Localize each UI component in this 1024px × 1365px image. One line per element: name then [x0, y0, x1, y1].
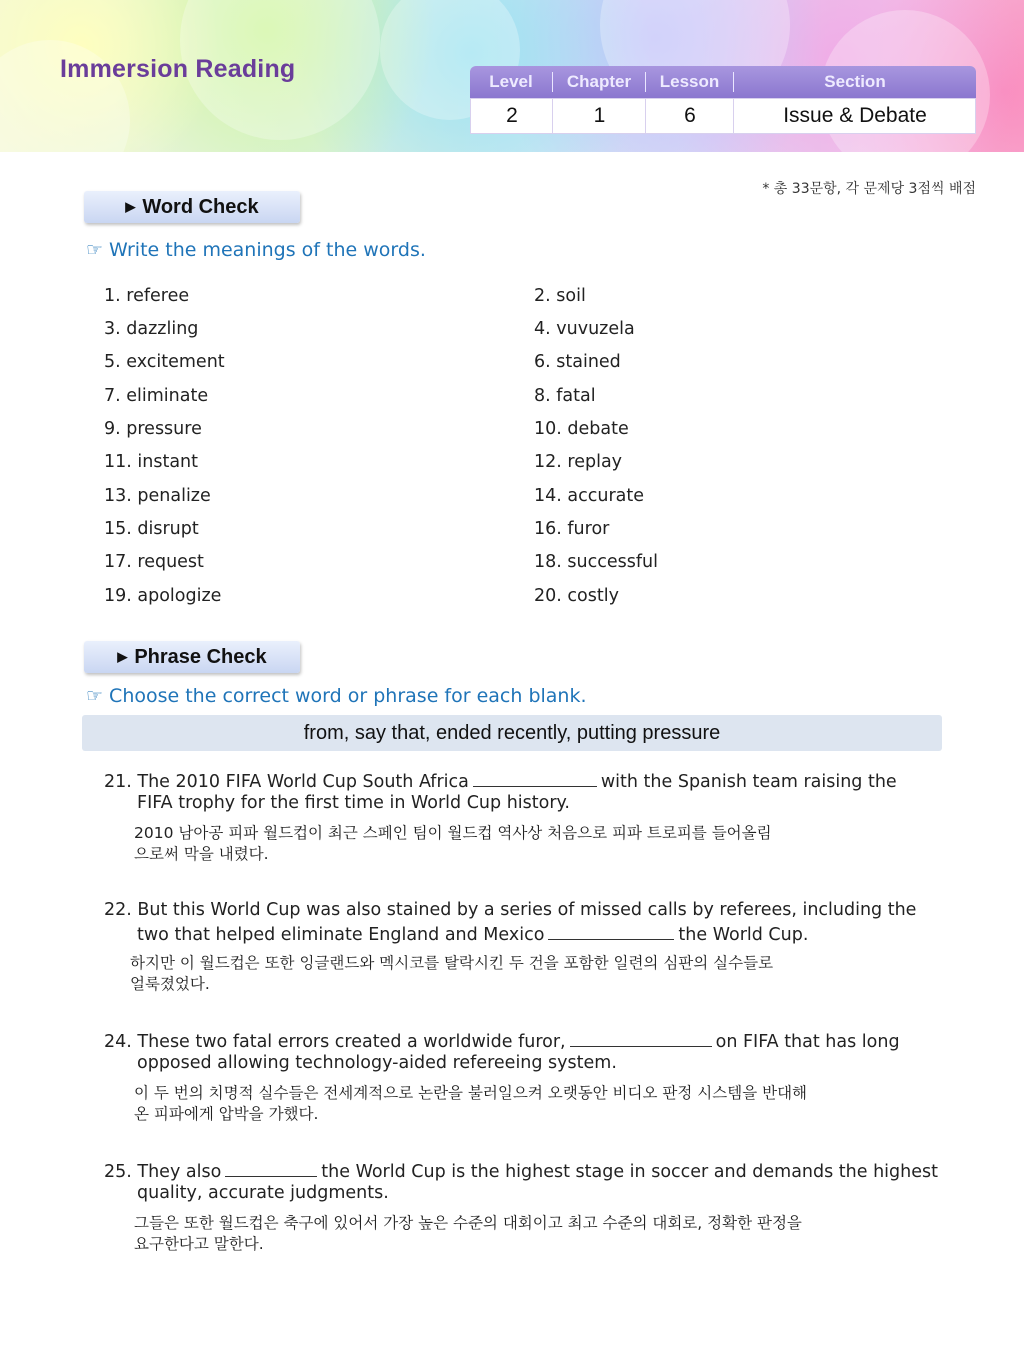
answer-blank[interactable] — [225, 1160, 317, 1177]
korean-translation-24 — [134, 1083, 807, 1125]
pointing-hand-icon: ☞ — [86, 685, 104, 707]
word-item: 9. pressure — [104, 419, 202, 439]
question-line — [104, 770, 897, 792]
question-text: with the Spanish team raising the — [600, 772, 897, 792]
pointing-hand-icon: ☞ — [86, 239, 104, 261]
phrase-check-heading — [84, 641, 300, 673]
word-item: 15. disrupt — [104, 519, 199, 539]
question-line-2: FIFA trophy for the first time in World Cup history. — [137, 793, 570, 813]
translation-line: 하지만 이 월드컵은 또한 잉글랜드와 멕시코를 탈락시킨 두 건을 포함한 일련의 심판의 실수들로 — [130, 954, 774, 972]
translation-line: 으로써 막을 내렸다. — [134, 845, 269, 863]
word-item: 12. replay — [534, 452, 623, 472]
translation-line: 2010 남아공 피파 월드컵이 최근 스페인 팀이 월드컵 역사상 처음으로 피파 트로피를 들어올림 — [134, 824, 772, 842]
word-item: 1. referee — [104, 286, 190, 306]
answer-blank[interactable] — [473, 770, 597, 787]
word-item: 13. penalize — [104, 486, 211, 506]
word-item: 7. eliminate — [104, 386, 209, 406]
word-item: 3. dazzling — [104, 319, 199, 339]
chapter-header: Chapter — [566, 72, 632, 91]
scoring-note: * 총 33문항, 각 문제당 3점씩 배점 — [762, 181, 976, 197]
word-item: 2. soil — [534, 286, 586, 306]
korean-translation-25 — [134, 1213, 802, 1255]
question-line-2: quality, accurate judgments. — [137, 1183, 389, 1203]
word-item: 8. fatal — [534, 386, 596, 406]
word-item: 18. successful — [534, 552, 658, 572]
translation-line: 얼룩졌었다. — [130, 975, 210, 993]
section-value: Issue & Debate — [783, 104, 927, 127]
question-text: two that helped eliminate England and Mexico — [137, 925, 545, 945]
question-text: 25. They also — [104, 1162, 222, 1182]
lesson-info-table — [470, 66, 976, 134]
question-text: the World Cup is the highest stage in soccer and demands the highest — [321, 1162, 938, 1182]
korean-translation-22 — [130, 953, 773, 995]
lesson-info-values — [470, 98, 976, 134]
question-text: on FIFA that has long — [715, 1032, 900, 1052]
question-line — [104, 1030, 900, 1052]
question-text: the World Cup. — [678, 925, 809, 945]
level-header: Level — [489, 72, 533, 91]
phrase-check-title: Phrase Check — [134, 645, 267, 668]
word-item: 11. instant — [104, 452, 199, 472]
triangle-right-icon: ▶ — [117, 649, 128, 664]
word-check-instruction — [86, 239, 426, 261]
word-item: 10. debate — [534, 419, 629, 439]
korean-translation-21 — [134, 823, 772, 865]
lesson-header: Lesson — [659, 72, 720, 91]
question-line-2: opposed allowing technology-aided refereeing system. — [137, 1053, 617, 1073]
word-item: 6. stained — [534, 352, 621, 372]
question-line: 22. But this World Cup was also stained by a series of missed calls by referees, including the — [104, 900, 917, 920]
lesson-info-header — [470, 66, 976, 98]
word-check-title: Word Check — [142, 195, 259, 218]
level-value: 2 — [506, 104, 518, 127]
word-item: 19. apologize — [104, 586, 222, 606]
word-item: 14. accurate — [534, 486, 644, 506]
word-check-heading — [84, 191, 300, 223]
question-line — [104, 1160, 938, 1182]
word-item: 20. costly — [534, 586, 619, 606]
phrase-check-instruction — [86, 685, 587, 707]
word-item: 17. request — [104, 552, 204, 572]
header-banner — [0, 0, 1024, 152]
word-check-instruction-text: Write the meanings of the words. — [109, 239, 426, 261]
question-text: 21. The 2010 FIFA World Cup South Africa — [104, 772, 469, 792]
word-bank: from, say that, ended recently, putting pressure — [82, 715, 942, 751]
answer-blank[interactable] — [570, 1030, 712, 1047]
triangle-right-icon: ▶ — [125, 199, 136, 214]
answer-blank[interactable] — [548, 923, 674, 940]
translation-line: 이 두 번의 치명적 실수들은 전세계적으로 논란을 불러일으켜 오랫동안 비디오 판정 시스템을 반대해 — [134, 1084, 808, 1102]
lesson-value: 6 — [684, 104, 696, 127]
chapter-value: 1 — [593, 104, 606, 127]
phrase-check-instruction-text: Choose the correct word or phrase for each blank. — [109, 685, 587, 707]
logo: Immersion Reading — [60, 55, 296, 83]
translation-line: 요구한다고 말한다. — [134, 1235, 264, 1253]
question-line-2 — [137, 923, 808, 945]
word-item: 16. furor — [534, 519, 610, 539]
translation-line: 그들은 또한 월드컵은 축구에 있어서 가장 높은 수준의 대회이고 최고 수준의 대회로, 정확한 판정을 — [134, 1214, 802, 1232]
section-header: Section — [824, 72, 886, 91]
question-text: 24. These two fatal errors created a worldwide furor, — [104, 1032, 566, 1052]
translation-line: 온 피파에게 압박을 가했다. — [134, 1105, 319, 1123]
word-item: 5. excitement — [104, 352, 225, 372]
word-item: 4. vuvuzela — [534, 319, 635, 339]
